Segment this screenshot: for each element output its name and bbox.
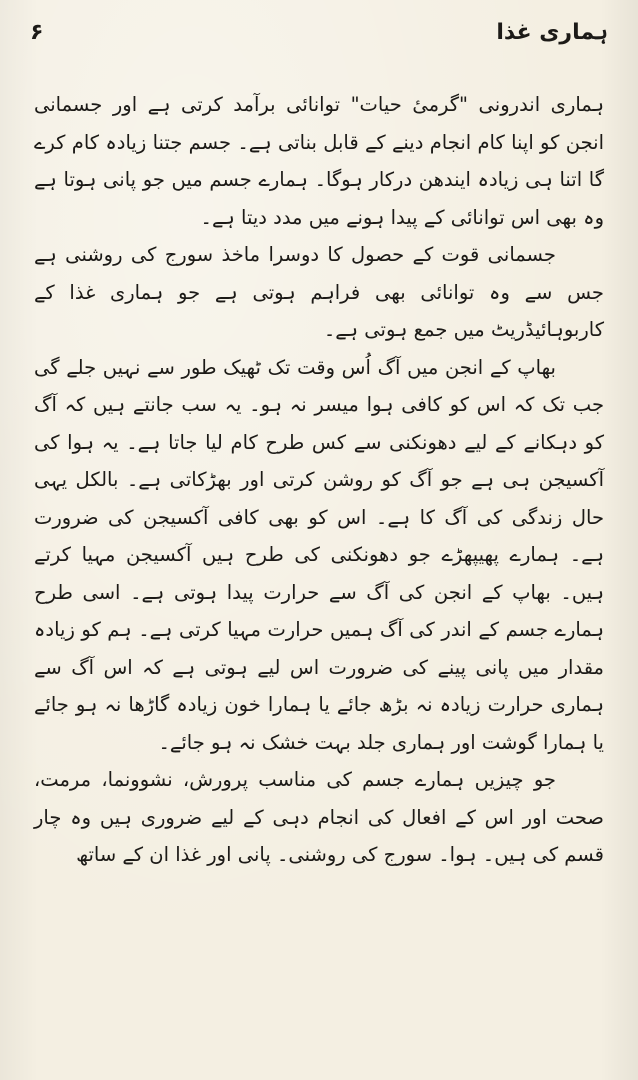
paragraph: ہماری اندرونی "گرمیٔ حیات" توانائی برآمد کرتی ہے اور جسمانی انجن کو اپنا کام انجام دینے کے قابل بناتی ہے۔ جسم جتنا زیادہ کام کرے گا اتنا ہی زیادہ ایندھن درکار ہوگا۔ ہمارے جسم میں جو پانی ہوتا ہے وہ بھی اس توانائی کے پیدا ہونے میں مدد دیتا ہے۔ [34, 93, 604, 229]
body-text [34, 86, 604, 874]
running-title: ہماری غذا [496, 20, 608, 45]
paragraph: جو چیزیں ہمارے جسم کی مناسب پرورش، نشوونما، مرمت، صحت اور اس کے افعال کی انجام دہی کے لیے ضروری ہیں وہ چار قسم کی ہیں۔ ہوا۔ سورج کی روشنی۔ پانی اور غذا ان کے ساتھ [34, 768, 604, 866]
running-head [30, 20, 608, 54]
paragraph: بھاپ کے انجن میں آگ اُس وقت تک ٹھیک طور سے نہیں جلے گی جب تک کہ اس کو کافی ہوا میسر نہ ہو۔ یہ سب جانتے ہیں کہ آگ کو دہکانے کے لیے دھونکنی سے کس طرح کام لیا جاتا ہے۔ یہ ہوا کی آکسیجن ہی ہے جو آگ کو روشن کرتی اور بھڑکاتی ہے۔ بالکل یہی حال زندگی کی آگ کا ہے۔ اس کو بھی کافی آکسیجن کی ضرورت ہے۔ ہمارے پھیپھڑے جو دھونکنی کی طرح ہیں آکسیجن مہیا کرتے ہیں۔ بھاپ کے انجن کی آگ سے حرارت پیدا ہوتی ہے۔ اسی طرح ہمارے جسم کے اندر کی آگ ہمیں حرارت مہیا کرتی ہے۔ ہم کو زیادہ مقدار میں پانی پینے کی ضرورت اس لیے ہوتی ہے کہ اس آگ سے ہماری حرارت زیادہ نہ بڑھ جائے یا ہمارا خون زیادہ گاڑھا نہ ہو جائے یا ہمارا گوشت اور ہماری جلد بہت خشک نہ ہو جائے۔ [34, 355, 604, 754]
paragraph: جسمانی قوت کے حصول کا دوسرا ماخذ سورج کی روشنی ہے جس سے وہ توانائی بھی فراہم ہوتی ہے جو ہماری غذا کے کاربوہائیڈریٹ میں جمع ہوتی ہے۔ [34, 243, 604, 341]
page-number: ۶ [30, 20, 44, 45]
